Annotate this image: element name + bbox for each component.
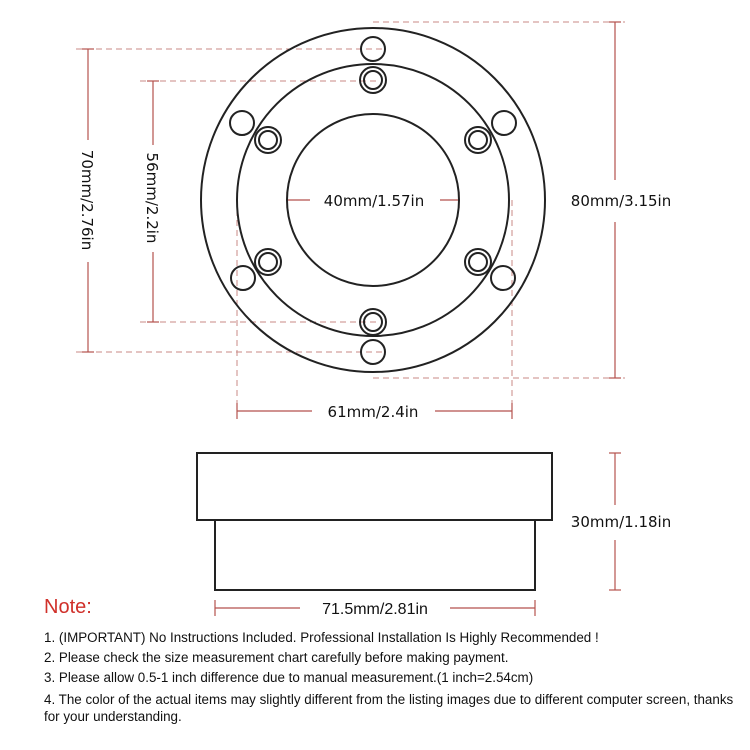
flange-side-view — [197, 453, 552, 590]
outer-diameter-label: 80mm/3.15in — [570, 192, 672, 210]
note-title: Note: — [44, 596, 92, 618]
inner-bolt-label: 56mm/2.2in — [143, 152, 161, 244]
middle-diameter-label: 61mm/2.4in — [327, 403, 419, 421]
outer-bolt-label: 70mm/2.76in — [78, 149, 96, 251]
note-item: 4. The color of the actual items may slightly different from the listing images due to different computer screen, thanks for your understanding. — [44, 692, 734, 724]
thickness-label: 30mm/1.18in — [570, 513, 672, 531]
note-list — [44, 628, 744, 725]
note-item: 1. (IMPORTANT) No Instructions Included. Professional Installation Is Highly Recommended ! — [44, 630, 599, 645]
center-bore-label: 40mm/1.57in — [323, 192, 425, 210]
note-item: 2. Please check the size measurement chart carefully before making payment. — [44, 650, 509, 665]
note-item: 3. Please allow 0.5-1 inch difference due to manual measurement.(1 inch=2.54cm) — [44, 670, 534, 685]
side-width-label: 71.5mm/2.81in — [322, 601, 428, 618]
